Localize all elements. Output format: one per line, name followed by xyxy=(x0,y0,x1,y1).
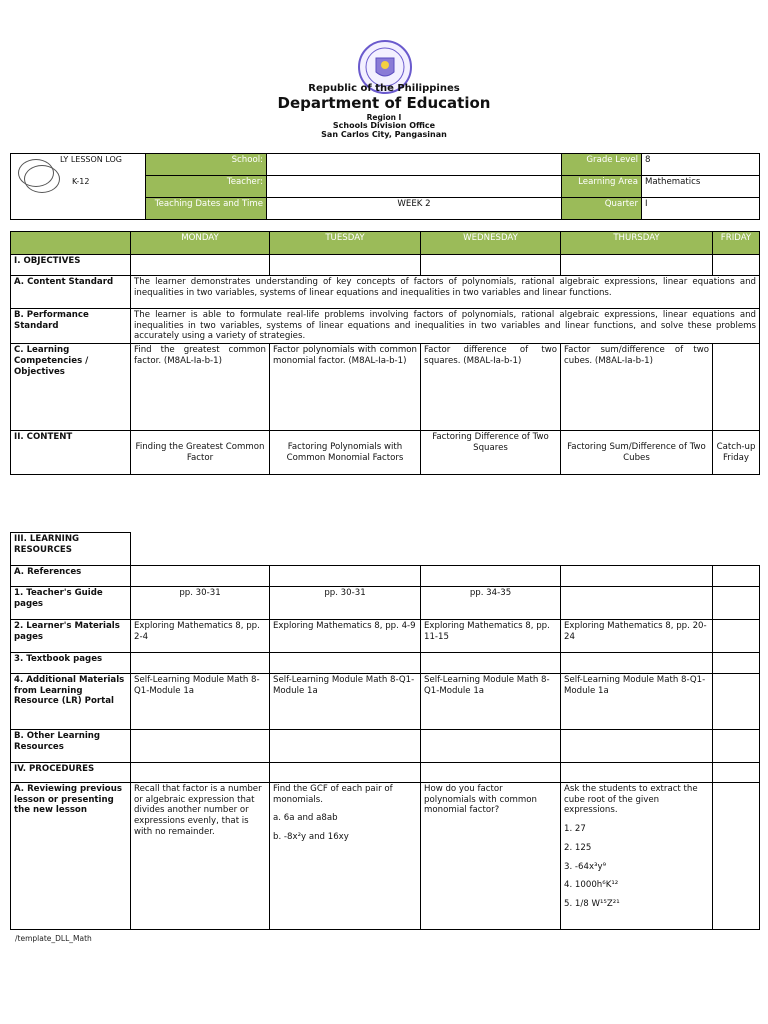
teacher-label: Teacher: xyxy=(146,176,267,198)
review-thursday xyxy=(561,783,713,930)
performance-standard-label: B. Performance Standard xyxy=(11,309,131,344)
city-label: San Carlos City, Pangasinan xyxy=(321,130,447,139)
competency-friday xyxy=(713,344,760,431)
day-header-wednesday: WEDNESDAY xyxy=(421,232,561,255)
quarter-label: Quarter xyxy=(562,198,642,220)
review-thursday-item: 4. 1000h⁶K¹² xyxy=(564,880,619,891)
learners-materials-wednesday: Exploring Mathematics 8, pp. 11-15 xyxy=(421,620,561,653)
additional-friday xyxy=(713,674,760,730)
references-label: A. References xyxy=(11,566,131,587)
learners-materials-tuesday: Exploring Mathematics 8, pp. 4-9 xyxy=(270,620,421,653)
competency-tuesday: Factor polynomials with common monomial factor. (M8AL-Ia-b-1) xyxy=(270,344,421,431)
day-header-thursday: THURSDAY xyxy=(561,232,713,255)
region-label: Region I xyxy=(366,113,402,122)
resources-table xyxy=(10,532,760,930)
lesson-log-logo-cell xyxy=(11,154,146,220)
procedures-heading: IV. PROCEDURES xyxy=(11,763,131,783)
teachers-guide-label: 1. Teacher's Guide pages xyxy=(11,587,131,620)
quarter-field[interactable]: I xyxy=(642,198,760,220)
day-header-monday: MONDAY xyxy=(131,232,270,255)
review-thursday-item: 3. -64x³y⁹ xyxy=(564,861,607,872)
content-tuesday: Factoring Polynomials with Common Monomial Factors xyxy=(270,431,421,475)
additional-wednesday: Self-Learning Module Math 8-Q1-Module 1a xyxy=(421,674,561,730)
learning-area-label: Learning Area xyxy=(562,176,642,198)
learners-materials-friday xyxy=(713,620,760,653)
teachers-guide-monday: pp. 30-31 xyxy=(131,587,270,620)
competency-monday: Find the greatest common factor. (M8AL-Ia-b-1) xyxy=(131,344,270,431)
teachers-guide-wednesday: pp. 34-35 xyxy=(421,587,561,620)
log-subtitle: K-12 xyxy=(72,177,90,186)
info-table xyxy=(10,153,760,220)
performance-standard-text: The learner is able to formulate real-life problems involving factors of polynomials, rational algebraic expressions, linear equations and inequalities in two variables, systems of linear equations and inequalities in two variables and linear functions, and solve these problems accurately using a variety of strategies. xyxy=(131,309,760,344)
teaching-dates-field[interactable]: WEEK 2 xyxy=(267,198,562,220)
review-friday xyxy=(713,783,760,930)
day-header-tuesday: TUESDAY xyxy=(270,232,421,255)
log-title: LY LESSON LOG xyxy=(60,155,122,164)
additional-materials-label: 4. Additional Materials from Learning Resource (LR) Portal xyxy=(11,674,131,730)
teachers-guide-friday xyxy=(713,587,760,620)
learning-resources-heading: III. LEARNING RESOURCES xyxy=(11,533,131,566)
content-monday: Finding the Greatest Common Factor xyxy=(131,431,270,475)
department-title: Department of Education xyxy=(277,94,491,112)
review-tuesday xyxy=(270,783,421,930)
learners-materials-monday: Exploring Mathematics 8, pp. 2-4 xyxy=(131,620,270,653)
objectives-table xyxy=(10,231,760,475)
competencies-label: C. Learning Competencies / Objectives xyxy=(11,344,131,431)
learners-materials-thursday: Exploring Mathematics 8, pp. 20-24 xyxy=(561,620,713,653)
teachers-guide-thursday xyxy=(561,587,713,620)
additional-tuesday: Self-Learning Module Math 8-Q1-Module 1a xyxy=(270,674,421,730)
review-tuesday-item-b: b. -8x²y and 16xy xyxy=(273,832,349,843)
review-monday: Recall that factor is a number or algebraic expression that divides another number or expressions evenly, that is with no remainder. xyxy=(131,783,270,930)
content-wednesday: Factoring Difference of Two Squares xyxy=(421,431,561,475)
review-lesson-label: A. Reviewing previous lesson or presenting the new lesson xyxy=(11,783,131,930)
other-resources-label: B. Other Learning Resources xyxy=(11,730,131,763)
content-standard-text: The learner demonstrates understanding of key concepts of factors of polynomials, rational algebraic expressions, linear equations and inequalities in two variables, systems of linear equations and inequalities in two variables and linear functions. xyxy=(131,276,760,309)
review-tuesday-intro: Find the GCF of each pair of monomials. xyxy=(273,784,393,805)
day-header-blank xyxy=(11,232,131,255)
additional-thursday: Self-Learning Module Math 8-Q1-Module 1a xyxy=(561,674,713,730)
review-thursday-intro: Ask the students to extract the cube root of the given expressions. xyxy=(564,784,698,816)
template-footer: /template_DLL_Math xyxy=(15,934,92,943)
content-thursday: Factoring Sum/Difference of Two Cubes xyxy=(561,431,713,475)
content-heading: II. CONTENT xyxy=(11,431,131,475)
competency-thursday: Factor sum/difference of two cubes. (M8AL-Ia-b-1) xyxy=(561,344,713,431)
logo-ring-icon xyxy=(24,165,60,193)
review-thursday-item: 1. 27 xyxy=(564,824,586,835)
review-thursday-item: 2. 125 xyxy=(564,842,592,853)
day-header-friday: FRIDAY xyxy=(713,232,760,255)
content-standard-label: A. Content Standard xyxy=(11,276,131,309)
grade-level-field[interactable]: 8 xyxy=(642,154,760,176)
textbook-label: 3. Textbook pages xyxy=(11,653,131,674)
additional-monday: Self-Learning Module Math 8-Q1-Module 1a xyxy=(131,674,270,730)
teacher-field[interactable] xyxy=(267,176,562,198)
school-label: School: xyxy=(146,154,267,176)
review-thursday-item: 5. 1/8 W¹⁵Z²¹ xyxy=(564,899,620,910)
review-tuesday-item-a: a. 6a and a8ab xyxy=(273,813,338,824)
republic-heading: Republic of the Philippines xyxy=(308,83,460,94)
learning-area-field[interactable]: Mathematics xyxy=(642,176,760,198)
school-field[interactable] xyxy=(267,154,562,176)
review-wednesday: How do you factor polynomials with common monomial factor? xyxy=(421,783,561,930)
division-label: Schools Division Office xyxy=(332,121,436,130)
content-friday: Catch-up Friday xyxy=(713,431,760,475)
competency-wednesday: Factor difference of two squares. (M8AL-Ia-b-1) xyxy=(421,344,561,431)
teaching-dates-label: Teaching Dates and Time xyxy=(146,198,267,220)
objectives-heading: I. OBJECTIVES xyxy=(11,255,131,276)
learners-materials-label: 2. Learner's Materials pages xyxy=(11,620,131,653)
grade-level-label: Grade Level xyxy=(562,154,642,176)
teachers-guide-tuesday: pp. 30-31 xyxy=(270,587,421,620)
